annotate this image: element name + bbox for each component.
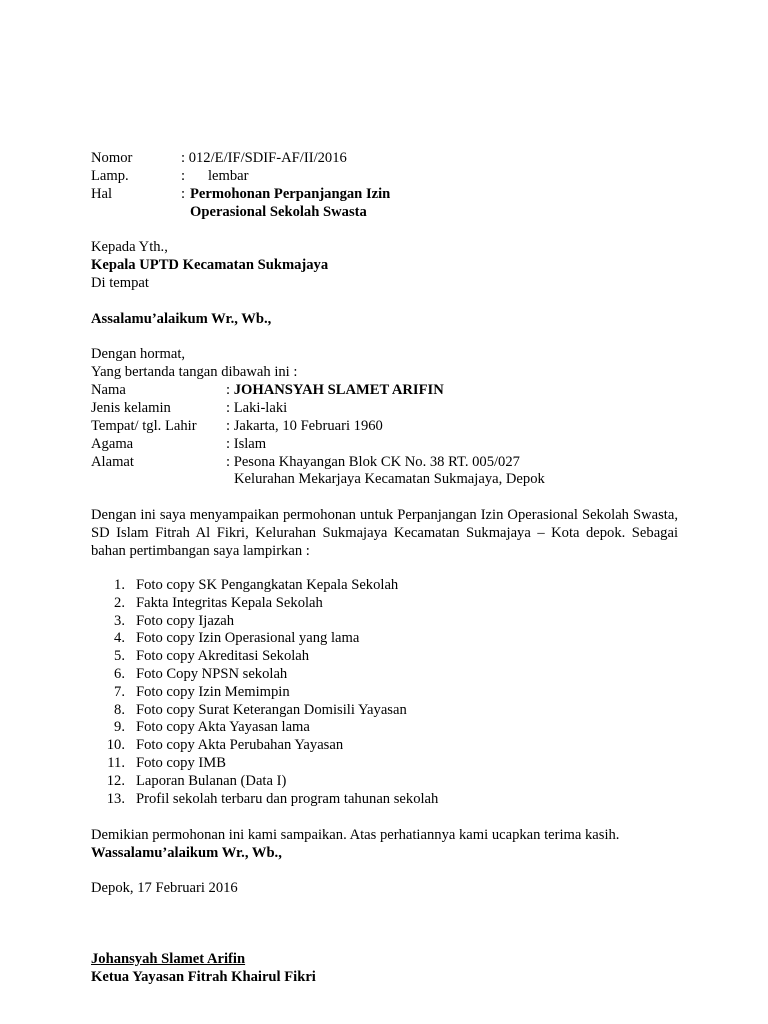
- nomor-value: : 012/E/IF/SDIF-AF/II/2016: [181, 150, 347, 166]
- list-item-text: Foto copy Akreditasi Sekolah: [136, 648, 310, 665]
- closing-line: Demikian permohonan ini kami sampaikan. Atas perhatiannya kami ucapkan terima kasih.: [91, 827, 620, 843]
- list-item-number: 8.: [114, 701, 125, 718]
- list-item-number: 11.: [107, 754, 125, 771]
- list-item-number: 2.: [114, 594, 125, 611]
- list-item-text: Foto copy Akta Yayasan lama: [136, 719, 310, 736]
- hal-subject-line1: Permohonan Perpanjangan Izin: [190, 186, 391, 202]
- lamp-colon: :: [181, 168, 186, 184]
- list-item-number: 1.: [114, 577, 125, 593]
- identity-label: Agama: [91, 436, 134, 452]
- signatory-title: Ketua Yayasan Fitrah Khairul Fikri: [91, 969, 316, 985]
- lamp-value: lembar: [208, 168, 249, 184]
- intro-line1: Dengan hormat,: [91, 346, 186, 362]
- list-item-number: 10.: [106, 737, 125, 754]
- lamp-label: Lamp.: [91, 168, 129, 184]
- list-item-text: Foto copy SK Pengangkatan Kepala Sekolah: [136, 577, 399, 593]
- list-item-text: Laporan Bulanan (Data I): [136, 772, 287, 789]
- letter-date: Depok, 17 Februari 2016: [91, 880, 238, 896]
- identity-colon: :: [226, 382, 234, 398]
- list-item-text: Foto copy Izin Memimpin: [136, 683, 290, 700]
- identity-label: Alamat: [91, 454, 134, 470]
- hal-label: Hal: [91, 186, 113, 202]
- identity-label: Jenis kelamin: [91, 400, 171, 416]
- list-item-number: 4.: [114, 630, 125, 647]
- signatory-name: Johansyah Slamet Arifin: [91, 951, 246, 967]
- list-item-number: 7.: [114, 683, 125, 700]
- identity-value: : Pesona Khayangan Blok CK No. 38 RT. 005/027: [226, 454, 520, 470]
- closing-salam: Wassalamu’alaikum Wr., Wb.,: [91, 845, 282, 861]
- identity-value: : Jakarta, 10 Februari 1960: [226, 418, 383, 434]
- list-item-number: 13.: [106, 790, 125, 807]
- identity-address-line2: Kelurahan Mekarjaya Kecamatan Sukmajaya, Depok: [234, 471, 545, 487]
- list-item-text: Fakta Integritas Kepala Sekolah: [136, 594, 323, 611]
- list-item-number: 9.: [114, 719, 125, 736]
- list-item-number: 6.: [114, 665, 125, 682]
- identity-value: [226, 382, 444, 400]
- intro-line2: Yang bertanda tangan dibawah ini :: [91, 364, 298, 380]
- identity-label: Nama: [91, 382, 126, 398]
- nomor-label: Nomor: [91, 150, 133, 166]
- list-item-text: Foto copy Surat Keterangan Domisili Yayasan: [136, 701, 407, 718]
- list-item-text: Foto copy Akta Perubahan Yayasan: [136, 737, 344, 754]
- salutation: Assalamu’alaikum Wr., Wb.,: [91, 311, 272, 327]
- list-item-number: 3.: [114, 612, 125, 629]
- list-item-text: Foto Copy NPSN sekolah: [136, 665, 288, 682]
- list-item-text: Profil sekolah terbaru dan program tahunan sekolah: [136, 790, 439, 807]
- list-item-text: Foto copy Ijazah: [136, 612, 235, 629]
- identity-value: : Laki-laki: [226, 400, 288, 416]
- recipient-place: Di tempat: [91, 275, 149, 291]
- list-item-number: 12.: [106, 772, 125, 789]
- body-paragraph: Dengan ini saya menyampaikan permohonan untuk Perpanjangan Izin Operasional Sekolah Swasta, SD Islam Fitrah Al Fikri, Kelurahan Sukmajaya Kecamatan Sukmajaya – Kota depok. Sebagai bahan pertimbangan saya lampirkan :: [91, 507, 678, 559]
- list-item-text: Foto copy Izin Operasional yang lama: [136, 630, 360, 647]
- hal-subject-line2: Operasional Sekolah Swasta: [190, 204, 367, 220]
- recipient-name: Kepala UPTD Kecamatan Sukmajaya: [91, 257, 329, 273]
- recipient-greeting: Kepada Yth.,: [91, 239, 168, 255]
- list-item-text: Foto copy IMB: [136, 754, 226, 771]
- identity-value: : Islam: [226, 436, 267, 452]
- identity-bold-value: JOHANSYAH SLAMET ARIFIN: [233, 382, 444, 398]
- list-item-number: 5.: [114, 648, 125, 665]
- hal-colon: :: [181, 186, 186, 202]
- identity-label: Tempat/ tgl. Lahir: [91, 418, 197, 434]
